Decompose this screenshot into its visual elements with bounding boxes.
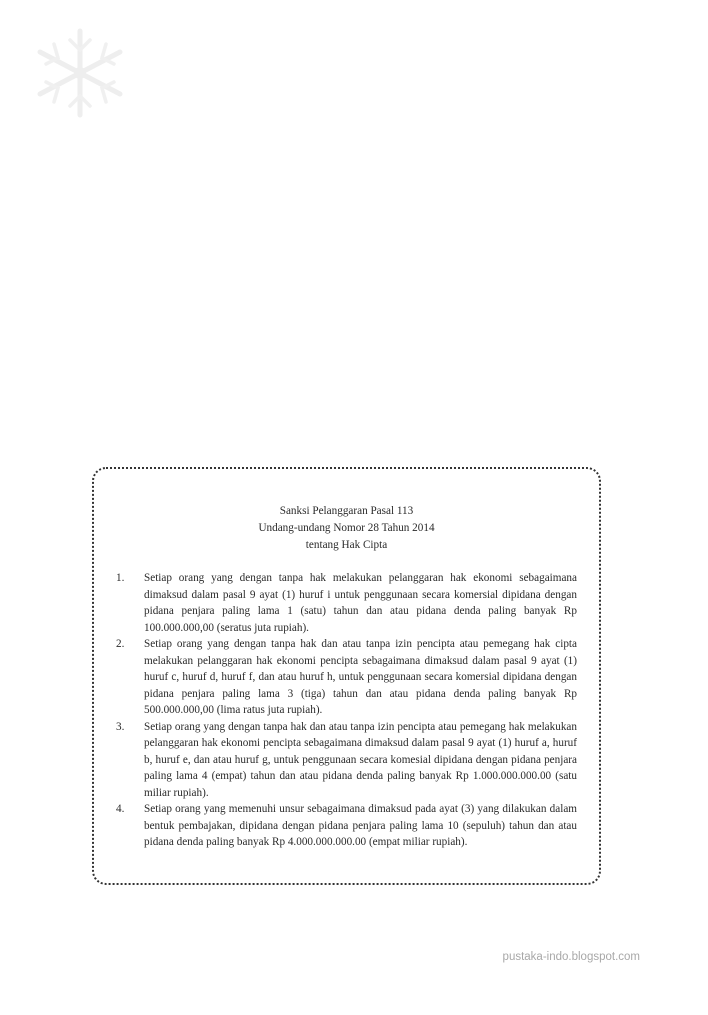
item-number: 4. bbox=[116, 803, 125, 815]
item-text: Setiap orang yang dengan tanpa hak melakukan pelanggaran hak ekonomi sebagaimana dimaksud dalam pasal 9 ayat (1) huruf i untuk penggunaan secara komersial dipidana dengan pidana penjara paling lama 1 (satu) tahun dan atau pidana denda paling banyak Rp 100.000.000,00 (seratus juta rupiah). bbox=[144, 572, 577, 634]
sanction-heading bbox=[92, 503, 601, 554]
item-text: Setiap orang yang memenuhi unsur sebagaimana dimaksud pada ayat (3) yang dilakukan dalam bentuk pembajakan, dipidana dengan pidana penjara paling lama 10 (sepuluh) tahun dan atau pidana denda paling banyak Rp 4.000.000.000.00 (empat miliar rupiah). bbox=[144, 803, 577, 848]
list-item bbox=[116, 570, 577, 636]
heading-line-2: Undang-undang Nomor 28 Tahun 2014 bbox=[258, 522, 435, 534]
list-item bbox=[116, 801, 577, 851]
heading-line-1: Sanksi Pelanggaran Pasal 113 bbox=[279, 505, 414, 517]
sanction-list bbox=[116, 570, 577, 851]
list-item bbox=[116, 636, 577, 719]
item-number: 1. bbox=[116, 572, 125, 584]
item-number: 2. bbox=[116, 638, 125, 650]
list-item bbox=[116, 719, 577, 802]
snowflake-icon bbox=[30, 28, 130, 118]
item-text: Setiap orang yang dengan tanpa hak dan atau tanpa izin pencipta atau pemegang hak melakukan pelanggaran hak ekonomi pencipta sebagaimana dimaksud dalam pasal 9 ayat (1) huruf a, huruf b, huruf e, dan atau huruf g, untuk penggunaan secara komesial dipidana dengan pidana penjara paling lama 4 (empat) tahun dan atau pidana denda paling banyak Rp 1.000.000.000.00 (satu miliar rupiah). bbox=[144, 720, 577, 799]
heading-line-3: tentang Hak Cipta bbox=[305, 539, 388, 551]
watermark-url: pustaka-indo.blogspot.com bbox=[502, 951, 640, 963]
item-number: 3. bbox=[116, 720, 125, 733]
item-text: Setiap orang yang dengan tanpa hak dan atau tanpa izin pencipta atau pemegang hak cipta melakukan pelanggaran hak ekonomi pencipta sebagaimana dimaksud dalam pasal 9 ayat (1) huruf c, huruf d, huruf f, dan atau huruf h, untuk penggunaan secara komersial dipidana dengan pidana penjara paling lama 3 (tiga) tahun dan atau pidana denda paling banyak Rp 500.000.000,00 (lima ratus juta rupiah). bbox=[144, 638, 577, 716]
